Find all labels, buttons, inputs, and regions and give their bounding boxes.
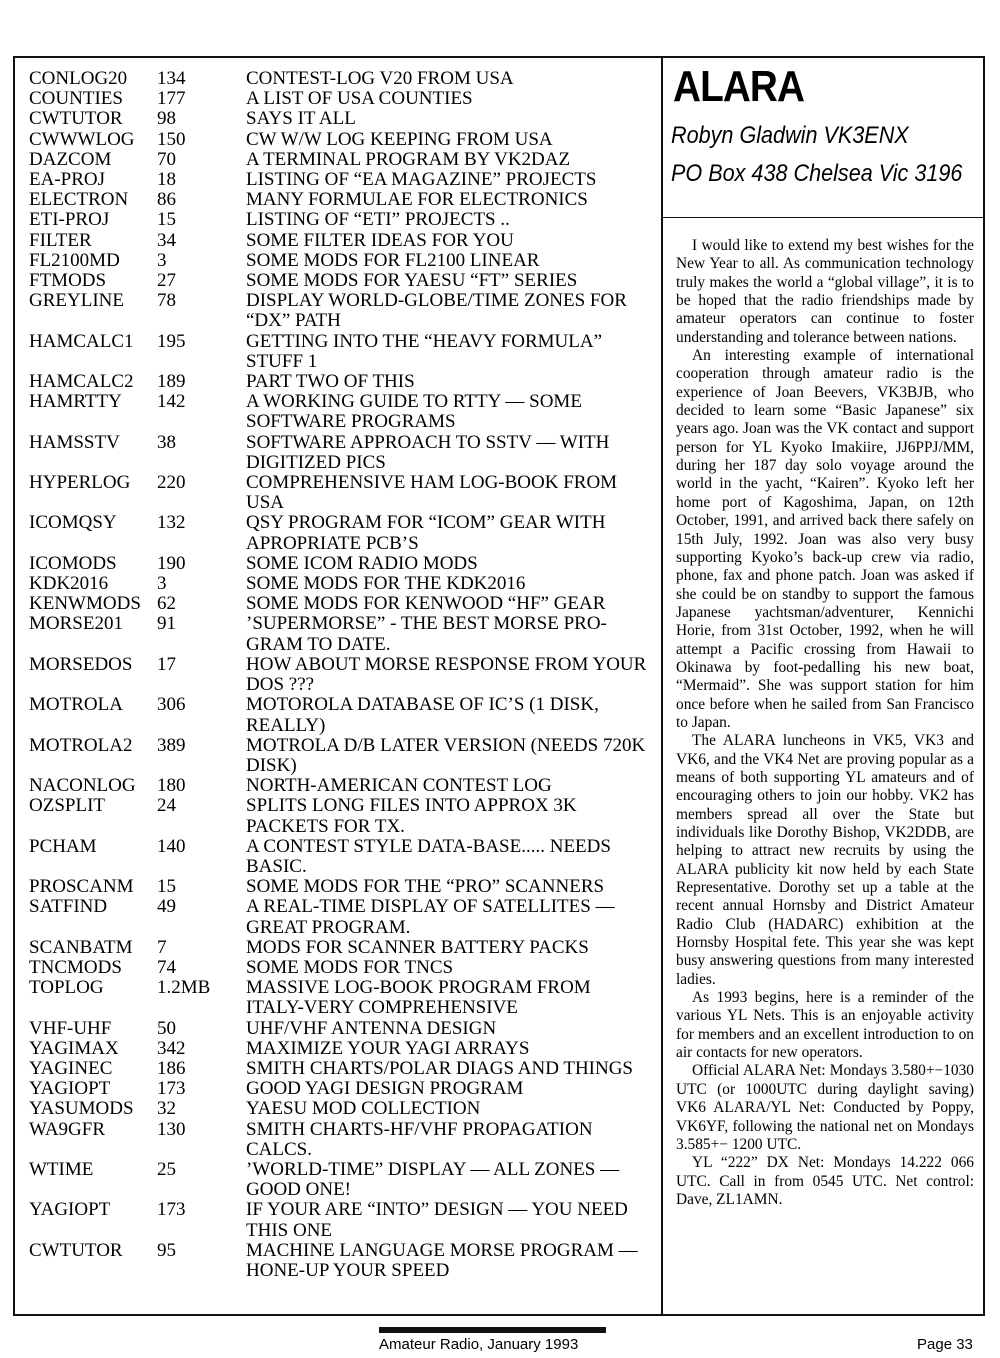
software-description: SOME MODS FOR THE “PRO” SCANNERS (246, 876, 605, 898)
software-description: HOW ABOUT MORSE RESPONSE FROM YOUR DOS ??? (246, 653, 647, 696)
list-item (29, 89, 649, 109)
file-size: 62 (157, 593, 176, 615)
file-size: 220 (157, 472, 186, 494)
file-size: 189 (157, 371, 186, 393)
list-item (29, 897, 649, 937)
software-description: LISTING OF “ETI” PROJECTS .. (246, 209, 510, 231)
file-size: 34 (157, 229, 176, 251)
software-description: A REAL-TIME DISPLAY OF SATELLITES — GREAT PROGRAM. (246, 896, 615, 938)
file-size: 17 (157, 653, 176, 675)
software-description: GOOD YAGI DESIGN PROGRAM (246, 1078, 524, 1100)
list-item (29, 594, 649, 614)
file-size: 50 (157, 1017, 176, 1039)
alara-article (676, 237, 974, 1209)
list-item (29, 1241, 649, 1281)
list-item (29, 251, 649, 271)
list-item (29, 958, 649, 978)
file-size: 190 (157, 552, 186, 574)
article-paragraph: I would like to extend my best wishes for the New Year to all. As communication technology truly makes the world a “global village”, it is to be hoped that the radio friendships made by amateur operators can continue to foster understanding and tolerance between nations. (676, 237, 974, 346)
footer-publication: Amateur Radio, January 1993 (379, 1336, 579, 1353)
file-size: 306 (157, 694, 186, 716)
list-item (29, 837, 649, 877)
software-name: GREYLINE (29, 290, 124, 312)
file-size: 3 (157, 573, 167, 595)
software-description: MODS FOR SCANNER BATTERY PACKS (246, 936, 589, 958)
software-name: YAGINEC (29, 1057, 113, 1079)
software-name: CWWWLOG (29, 128, 135, 150)
software-name: WA9GFR (29, 1118, 106, 1140)
file-size: 195 (157, 330, 186, 352)
software-description: MAXIMIZE YOUR YAGI ARRAYS (246, 1037, 530, 1059)
list-item (29, 109, 649, 129)
list-item (29, 130, 649, 150)
column-divider (661, 56, 663, 1316)
software-name: HAMCALC2 (29, 371, 134, 393)
file-size: 86 (157, 189, 176, 211)
article-paragraph: YL “222” DX Net: Mondays 14.222 066 UTC. Call in from 0545 UTC. Net control: Dave, ZL1AMN. (676, 1154, 974, 1208)
list-item (29, 736, 649, 776)
software-name: COUNTIES (29, 88, 123, 110)
file-size: 150 (157, 128, 186, 150)
software-description: ’WORLD-TIME” DISPLAY — ALL ZONES — GOOD ONE! (246, 1158, 620, 1201)
list-item (29, 150, 649, 170)
file-size: 18 (157, 169, 176, 191)
file-size: 173 (157, 1199, 186, 1221)
file-size: 74 (157, 956, 176, 978)
file-size: 49 (157, 896, 176, 918)
software-description: SMITH CHARTS/POLAR DIAGS AND THINGS (246, 1057, 633, 1079)
software-name: TOPLOG (29, 977, 104, 999)
file-size: 91 (157, 613, 176, 635)
list-item (29, 170, 649, 190)
list-item (29, 1099, 649, 1119)
list-item (29, 938, 649, 958)
software-description: DISPLAY WORLD-GLOBE/TIME ZONES FOR “DX” PATH (246, 290, 627, 332)
software-description: SOME MODS FOR YAESU “FT” SERIES (246, 270, 578, 292)
software-name: WTIME (29, 1158, 94, 1180)
list-item (29, 372, 649, 392)
software-description: SOME FILTER IDEAS FOR YOU (246, 229, 514, 251)
file-size: 15 (157, 209, 176, 231)
list-item (29, 1160, 649, 1200)
file-size: 98 (157, 108, 176, 130)
software-name: PROSCANM (29, 876, 134, 898)
list-item (29, 291, 649, 331)
file-size: 3 (157, 249, 167, 271)
software-name: HAMRTTY (29, 391, 122, 413)
file-size: 70 (157, 148, 176, 170)
list-item (29, 1059, 649, 1079)
list-item (29, 614, 649, 654)
file-size: 389 (157, 734, 186, 756)
software-name: MORSEDOS (29, 653, 133, 675)
software-name: HAMSSTV (29, 431, 120, 453)
file-size: 342 (157, 1037, 186, 1059)
file-size: 177 (157, 88, 186, 110)
list-item (29, 231, 649, 251)
software-description: UHF/VHF ANTENNA DESIGN (246, 1017, 497, 1039)
software-name: PCHAM (29, 835, 97, 857)
software-description: MOTOROLA DATABASE OF IC’S (1 DISK, REALLY) (246, 694, 599, 736)
file-size: 78 (157, 290, 176, 312)
footer-rule (379, 1327, 606, 1333)
software-description: ’SUPERMORSE” - THE BEST MORSE PRO-GRAM TO DATE. (246, 613, 607, 655)
file-size: 134 (157, 68, 186, 89)
list-item (29, 332, 649, 372)
software-description: A TERMINAL PROGRAM BY VK2DAZ (246, 148, 571, 170)
software-name: CONLOG20 (29, 68, 128, 89)
software-description: SOME ICOM RADIO MODS (246, 552, 478, 574)
software-name: HAMCALC1 (29, 330, 134, 352)
software-name: FL2100MD (29, 249, 120, 271)
list-item (29, 776, 649, 796)
software-description: SOME MODS FOR FL2100 LINEAR (246, 249, 540, 271)
file-size: 132 (157, 512, 186, 534)
file-size: 186 (157, 1057, 186, 1079)
software-name: YAGIMAX (29, 1037, 119, 1059)
list-item (29, 433, 649, 473)
file-size: 180 (157, 775, 186, 797)
list-item (29, 1079, 649, 1099)
article-paragraph: Official ALARA Net: Mondays 3.580+−1030 UTC (or 1000UTC during daylight saving) VK6 ALARA/YL Net: Conducted by Poppy, VK6YF, following the national net on Mondays 3.585+− 1200 UTC. (676, 1062, 974, 1153)
software-name: ICOMQSY (29, 512, 117, 534)
list-item (29, 796, 649, 836)
list-item (29, 655, 649, 695)
article-paragraph: An interesting example of international cooperation through amateur radio is the experience of Joan Beevers, VK3BJB, who decided to learn some “Basic Japanese” six years ago. Joan was the VK contact and support person for YL Kyoko Imakiire, JJ6PPJ/MM, during her 187 day solo voyage around the world in the yacht, “Kairen”. Kyoko left her home port of Kagoshima, Japan, on 12th October, 1991, and arrived back there safely on 15th July, 1992. Joan was also very busy supporting Kyoko’s back-up crew via radio, phone, fax and phone patch. Joan was asked if she could be on standby to support the famous Japanese yachtsman/adventurer, Kennichi Horie, from 31st October, 1992, when he will attempt a Pacific crossing from Hawaii to Okinawa by foot-pedalling his new boat, “Mermaid”. She was support station for him once before when he sailed from San Francisco to Japan. (676, 347, 974, 731)
software-name: ICOMODS (29, 552, 117, 574)
file-size: 24 (157, 795, 176, 817)
software-name: FILTER (29, 229, 92, 251)
software-name: CWTUTOR (29, 108, 123, 130)
software-description: PART TWO OF THIS (246, 371, 415, 393)
software-description: MACHINE LANGUAGE MORSE PROGRAM — HONE-UP YOUR SPEED (246, 1239, 638, 1281)
software-description: CW W/W LOG KEEPING FROM USA (246, 128, 553, 150)
software-description: YAESU MOD COLLECTION (246, 1098, 481, 1120)
software-name: SCANBATM (29, 936, 133, 958)
list-item (29, 1019, 649, 1039)
alara-author: Robyn Gladwin VK3ENX (671, 122, 909, 149)
list-item (29, 271, 649, 291)
file-size: 130 (157, 1118, 186, 1140)
alara-address: PO Box 438 Chelsea Vic 3196 (671, 160, 963, 187)
software-name: VHF-UHF (29, 1017, 112, 1039)
software-description: A LIST OF USA COUNTIES (246, 88, 473, 110)
article-paragraph: The ALARA luncheons in VK5, VK3 and VK6, and the VK4 Net are proving popular as a means of both supporting YL amateurs and of encouraging others to join our hobby. VK2 has members spread all over the State but individuals like Dorothy Bishop, VK2DDB, are helping to attract new recruits by using the ALARA publicity kit now held by each State Representative. Dorothy set up a table at the recent annual Hornsby and District Amateur Radio Club (HADARC) exhibition at the Hornsby Hospital fete. This year she was kept busy answering questions from many interested ladies. (676, 732, 974, 988)
software-description: SPLITS LONG FILES INTO APPROX 3K PACKETS FOR TX. (246, 795, 577, 837)
software-name: YAGIOPT (29, 1078, 111, 1100)
software-name: ELECTRON (29, 189, 129, 211)
file-size: 32 (157, 1098, 176, 1120)
list-item (29, 1120, 649, 1160)
software-name: TNCMODS (29, 956, 122, 978)
list-item (29, 473, 649, 513)
software-description: MANY FORMULAE FOR ELECTRONICS (246, 189, 588, 211)
list-item (29, 392, 649, 432)
software-list (29, 69, 649, 1281)
file-size: 95 (157, 1239, 176, 1261)
software-description: NORTH-AMERICAN CONTEST LOG (246, 775, 552, 797)
file-size: 15 (157, 876, 176, 898)
list-item (29, 190, 649, 210)
software-name: KENWMODS (29, 593, 141, 615)
software-description: SOFTWARE APPROACH TO SSTV — WITH DIGITIZED PICS (246, 431, 610, 473)
article-paragraph: As 1993 begins, here is a reminder of the various YL Nets. This is an enjoyable activity for members and an excellent introduction to on air contacts for new operators. (676, 989, 974, 1062)
software-name: HYPERLOG (29, 472, 131, 494)
software-name: KDK2016 (29, 573, 109, 595)
file-size: 25 (157, 1158, 176, 1180)
software-name: SATFIND (29, 896, 108, 918)
software-description: SOME MODS FOR TNCS (246, 956, 454, 978)
software-name: MOTROLA2 (29, 734, 133, 756)
list-item (29, 574, 649, 594)
software-description: MASSIVE LOG-BOOK PROGRAM FROM ITALY-VERY COMPREHENSIVE (246, 977, 591, 1019)
list-item (29, 695, 649, 735)
alara-header (663, 58, 983, 218)
file-size: 38 (157, 431, 176, 453)
software-name: YASUMODS (29, 1098, 134, 1120)
software-description: A CONTEST STYLE DATA-BASE..... NEEDS BASIC. (246, 835, 611, 877)
software-description: GETTING INTO THE “HEAVY FORMULA” STUFF 1 (246, 330, 603, 372)
file-size: 173 (157, 1078, 186, 1100)
software-name: YAGIOPT (29, 1199, 111, 1221)
alara-title: ALARA (673, 62, 805, 111)
software-name: NACONLOG (29, 775, 136, 797)
software-description: QSY PROGRAM FOR “ICOM” GEAR WITH APROPRIATE PCB’S (246, 512, 606, 554)
software-name: FTMODS (29, 270, 107, 292)
software-name: MORSE201 (29, 613, 123, 635)
list-item (29, 554, 649, 574)
file-size: 142 (157, 391, 186, 413)
file-size: 140 (157, 835, 186, 857)
footer-page-number: Page 33 (917, 1336, 973, 1353)
software-description: COMPREHENSIVE HAM LOG-BOOK FROM USA (246, 472, 618, 514)
software-name: CWTUTOR (29, 1239, 123, 1261)
list-item (29, 1039, 649, 1059)
software-description: SOME MODS FOR KENWOOD “HF” GEAR (246, 593, 606, 615)
list-item (29, 210, 649, 230)
list-item (29, 877, 649, 897)
software-description: SAYS IT ALL (246, 108, 356, 130)
software-name: EA-PROJ (29, 169, 106, 191)
list-item (29, 69, 649, 89)
software-description: IF YOUR ARE “INTO” DESIGN — YOU NEED THIS ONE (246, 1199, 628, 1241)
list-item (29, 1200, 649, 1240)
software-name: DAZCOM (29, 148, 112, 170)
file-size: 27 (157, 270, 176, 292)
list-item (29, 978, 649, 1018)
software-description: MOTROLA D/B LATER VERSION (NEEDS 720K DISK) (246, 734, 646, 776)
software-name: ETI-PROJ (29, 209, 110, 231)
software-name: MOTROLA (29, 694, 123, 716)
file-size: 1.2MB (157, 977, 211, 999)
software-description: SMITH CHARTS-HF/VHF PROPAGATION CALCS. (246, 1118, 593, 1160)
software-description: A WORKING GUIDE TO RTTY — SOME SOFTWARE PROGRAMS (246, 391, 582, 433)
software-name: OZSPLIT (29, 795, 105, 817)
list-item (29, 513, 649, 553)
file-size: 7 (157, 936, 167, 958)
software-description: LISTING OF “EA MAGAZINE” PROJECTS (246, 169, 597, 191)
software-description: SOME MODS FOR THE KDK2016 (246, 573, 526, 595)
software-description: CONTEST-LOG V20 FROM USA (246, 68, 514, 89)
